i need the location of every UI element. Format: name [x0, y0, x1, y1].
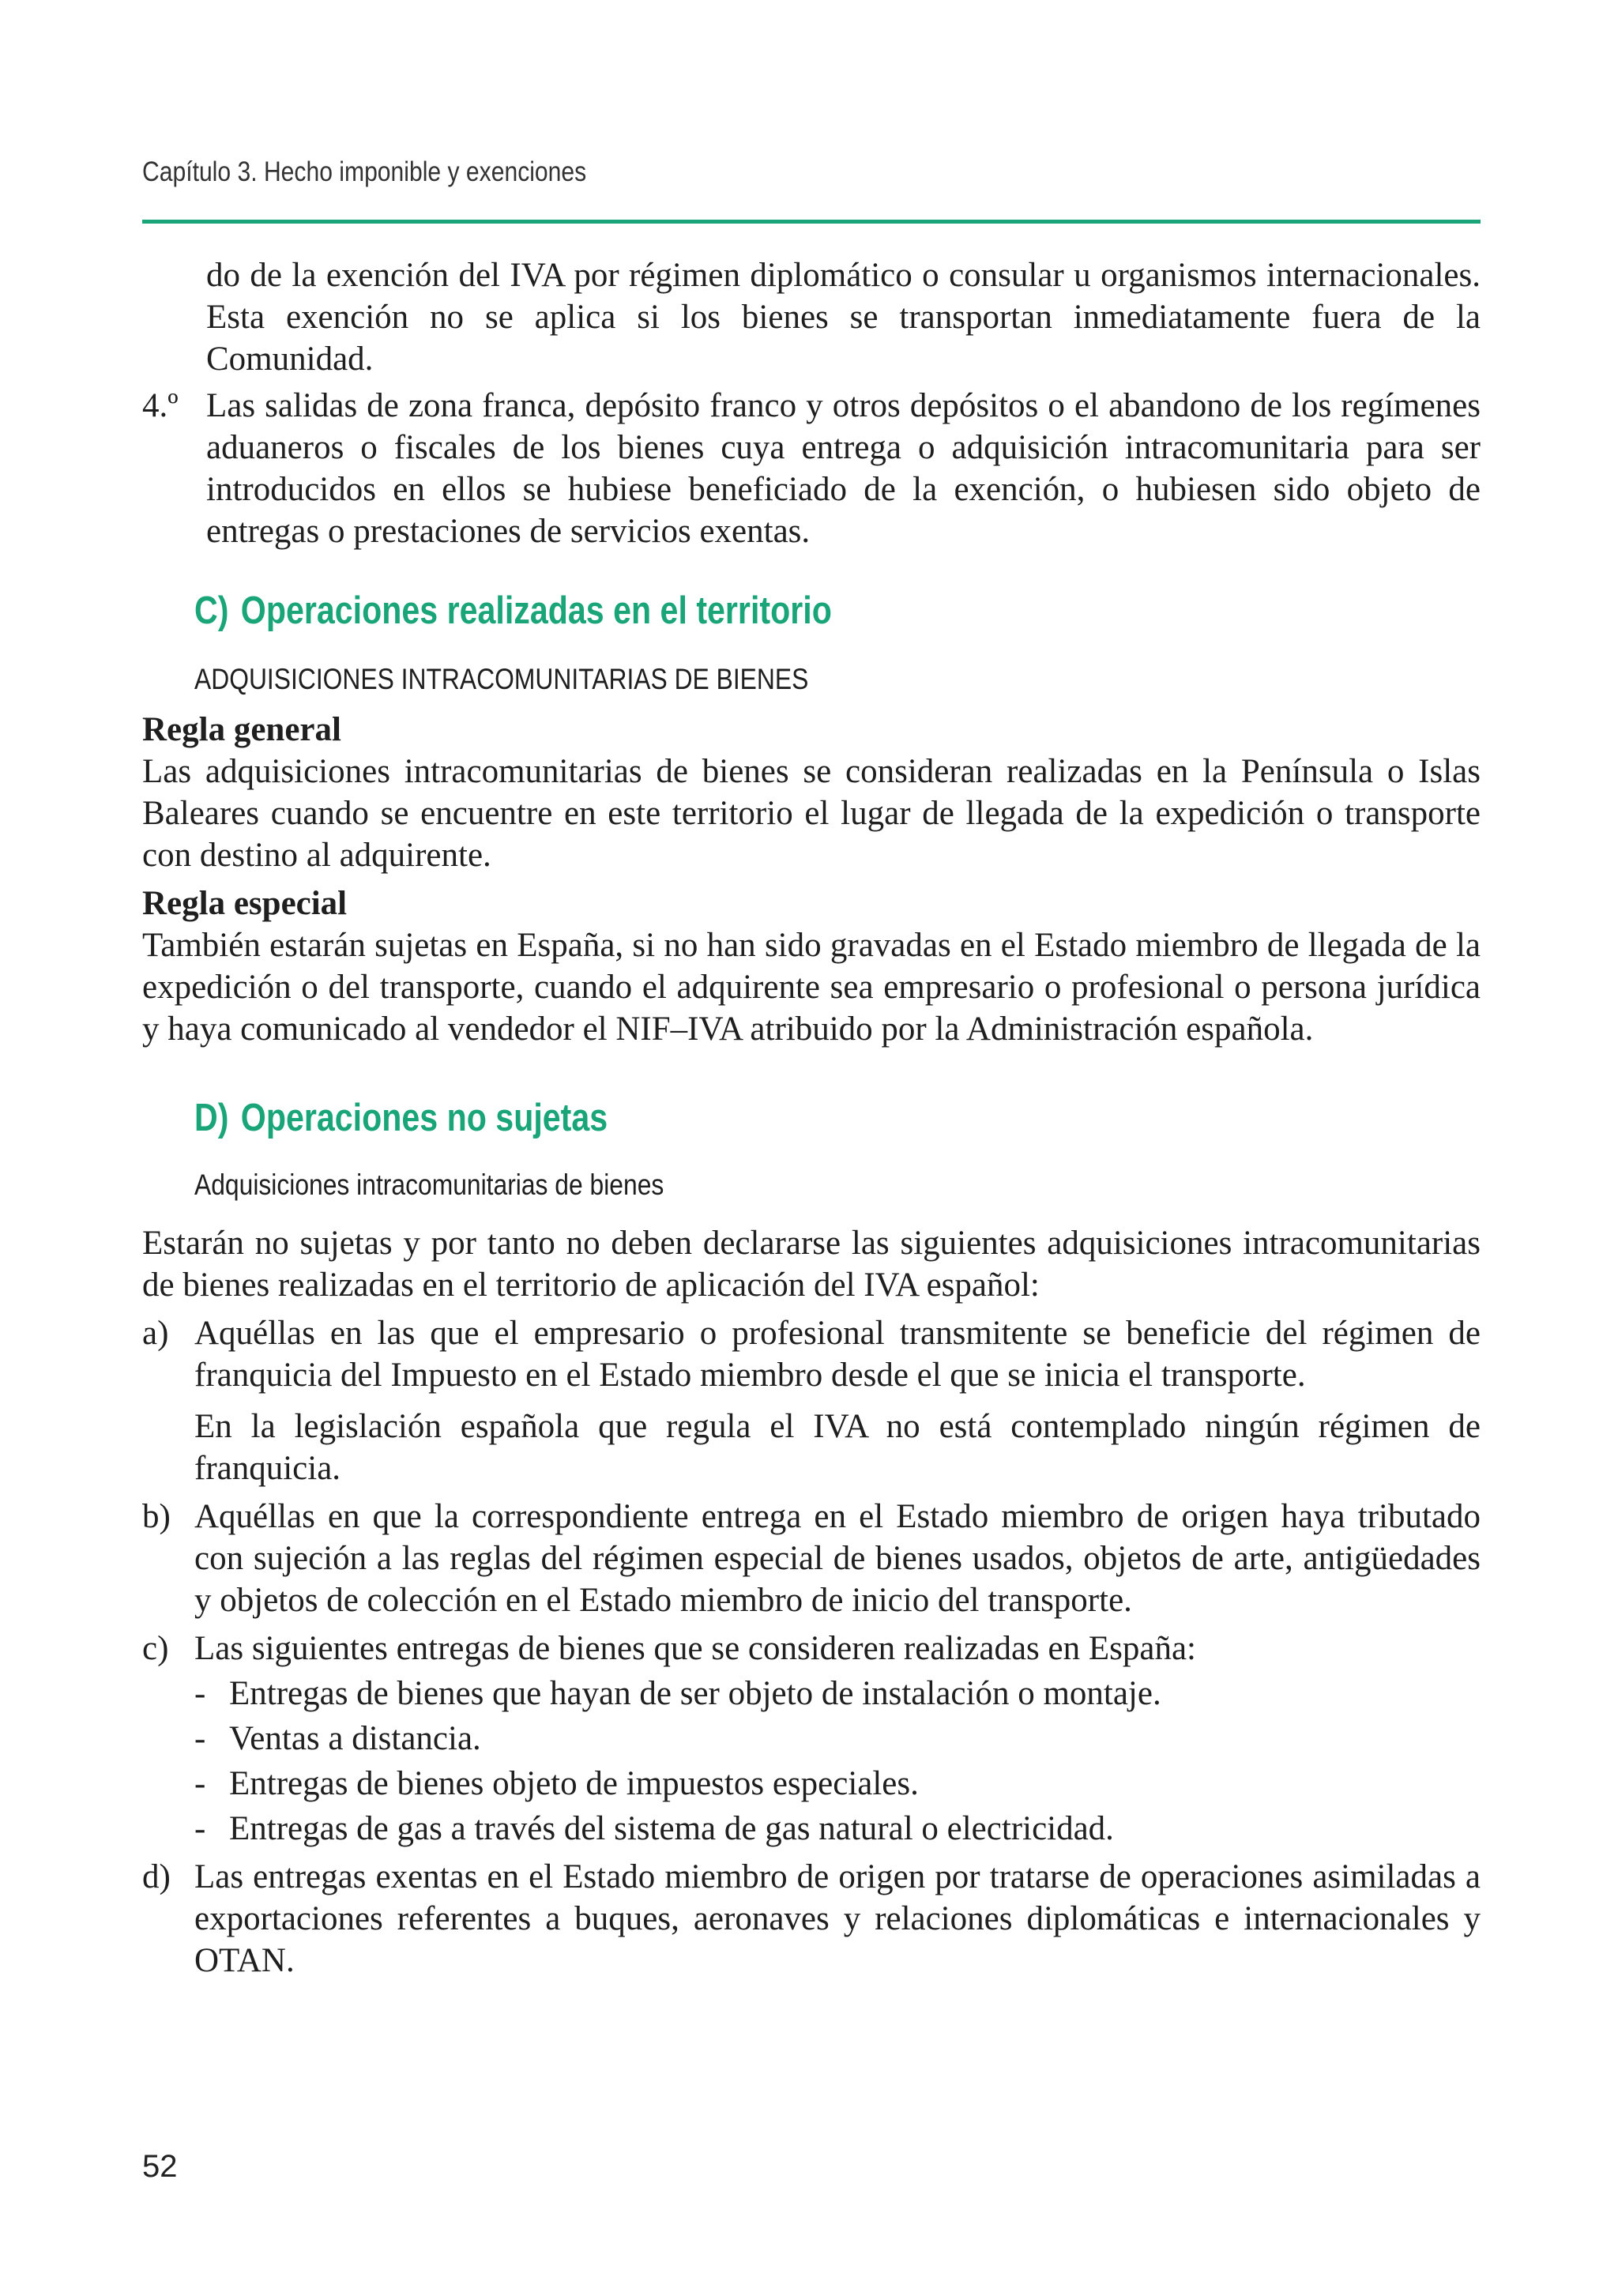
sub-list-item	[194, 1718, 1481, 1760]
page-number: 52	[142, 2149, 178, 2184]
section-c-title	[194, 589, 1275, 633]
section-d-letter: D)	[194, 1097, 229, 1139]
header-rule	[142, 220, 1481, 224]
list-item-text: Las salidas de zona franca, depósito franco y otros depósitos o el abandono de los regímenes aduaneros o fiscales de los bienes cuya entrega o adquisición intracomunitaria para ser introducidos en ellos se hubiese beneficiado de la exención, o hubiesen sido objeto de entregas o prestaciones de servicios exentas.	[206, 387, 1481, 550]
list-item-b	[142, 1496, 1481, 1621]
sub-list-item	[194, 1808, 1481, 1850]
section-d-title-text: Operaciones no sujetas	[240, 1097, 608, 1139]
sub-list-item-text: Entregas de bienes objeto de impuestos especiales.	[229, 1765, 919, 1802]
dash-bullet: -	[194, 1765, 206, 1802]
general-rule-text: Las adquisiciones intracomunitarias de bienes se consideran realizadas en la Península o Islas Baleares cuando se encuentre en este territorio el lugar de llegada de la expedición o transporte con destino al adquirente.	[142, 753, 1481, 874]
list-item-label: a)	[142, 1315, 169, 1352]
section-d-subheading: Adquisiciones intracomunitarias de bienes	[194, 1169, 664, 1201]
list-item-c	[142, 1628, 1481, 1669]
special-rule-title: Regla especial	[142, 885, 348, 922]
sub-list-item-text: Ventas a distancia.	[229, 1720, 481, 1757]
list-item-text: Las entregas exentas en el Estado miembro de origen por tratarse de operaciones asimiladas a exportaciones referentes a buques, aeronaves y relaciones diplomáticas e internacionales y OTAN.	[194, 1858, 1481, 1979]
section-c-title-text: Operaciones realizadas en el territorio	[240, 589, 832, 632]
section-c-letter: C)	[194, 589, 229, 632]
list-item-label: b)	[142, 1498, 171, 1535]
list-item-a	[142, 1312, 1481, 1396]
list-item-text: Las siguientes entregas de bienes que se consideren realizadas en España:	[194, 1630, 1196, 1667]
running-header: Capítulo 3. Hecho imponible y exenciones	[142, 156, 587, 187]
section-d-title	[194, 1096, 1275, 1140]
sub-list-item-text: Entregas de gas a través del sistema de gas natural o electricidad.	[229, 1810, 1114, 1847]
dash-bullet: -	[194, 1810, 206, 1847]
list-item-text: Aquéllas en las que el empresario o profesional transmitente se beneficie del régimen de franquicia del Impuesto en el Estado miembro desde el que se inicia el transporte.	[194, 1315, 1481, 1394]
continuation-paragraph: do de la exención del IVA por régimen diplomático o consular u organismos internacionales. Esta exención no se aplica si los bienes se transportan inmediatamente fuera de la Comunidad.	[206, 257, 1481, 378]
list-item-4	[142, 385, 1481, 552]
sub-list-item	[194, 1763, 1481, 1805]
list-item-label: c)	[142, 1630, 169, 1667]
dash-bullet: -	[194, 1720, 206, 1757]
general-rule-title: Regla general	[142, 711, 341, 748]
list-item-text: Aquéllas en que la correspondiente entrega en el Estado miembro de origen haya tributado con sujeción a las reglas del régimen especial de bienes usados, objetos de arte, antigüedades y objetos de colección en el Estado miembro de inicio del transporte.	[194, 1498, 1481, 1619]
special-rule-text: También estarán sujetas en España, si no han sido gravadas en el Estado miembro de llegada de la expedición o del transporte, cuando el adquirente sea empresario o profesional o persona jurídica y haya comunicado al vendedor el NIF–IVA atribuido por la Administración española.	[142, 927, 1481, 1048]
page-body	[142, 254, 1481, 1982]
section-c-subheading: ADQUISICIONES INTRACOMUNITARIAS DE BIENES	[194, 663, 809, 695]
section-d-intro: Estarán no sujetas y por tanto no deben declararse las siguientes adquisiciones intracomunitarias de bienes realizadas en el territorio de aplicación del IVA español:	[142, 1225, 1481, 1304]
list-item-d	[142, 1856, 1481, 1982]
sub-list-item-text: Entregas de bienes que hayan de ser objeto de instalación o montaje.	[229, 1675, 1161, 1712]
list-item-a-note: En la legislación española que regula el IVA no está contemplado ningún régimen de franquicia.	[194, 1408, 1481, 1487]
list-item-label: d)	[142, 1858, 171, 1895]
sub-list-item	[194, 1673, 1481, 1714]
dash-bullet: -	[194, 1675, 206, 1712]
list-item-label: 4.º	[142, 387, 179, 424]
